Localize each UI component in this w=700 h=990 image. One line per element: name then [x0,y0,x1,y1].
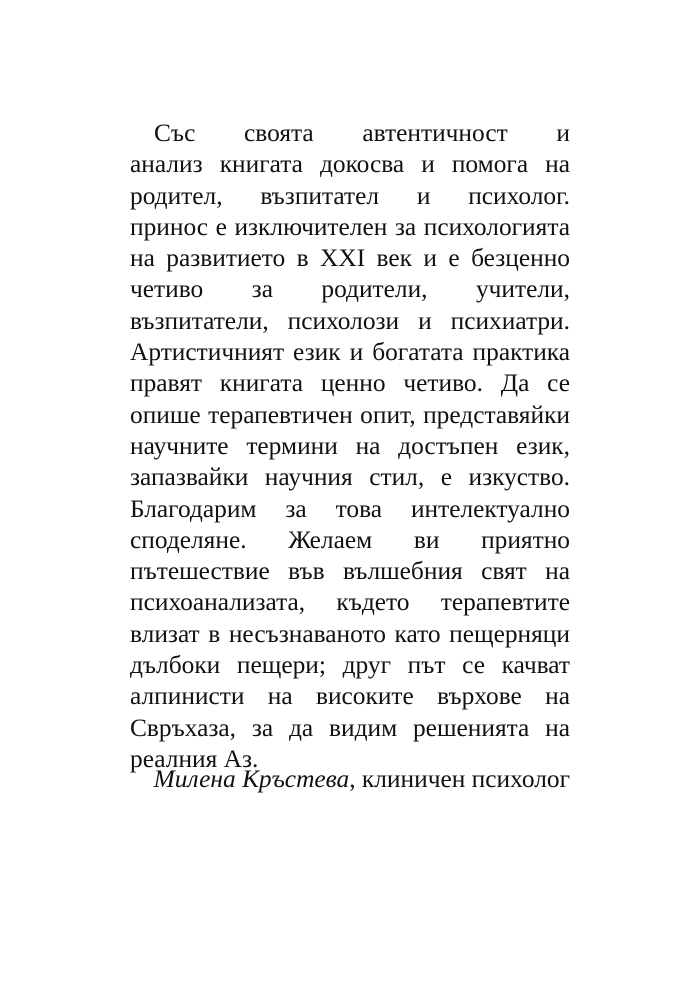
paragraph-line: принос е изключителен за психологията [130,212,570,241]
signature-name: Милена Кръстева [153,765,350,793]
paragraph-line: Благодарим за това интелектуално [130,494,570,523]
paragraph-line: влизат в несъзнаваното като пещерняци [130,619,570,648]
paragraph-line: пътешествие във вълшебния свят на [130,557,570,586]
paragraph-line: споделяне. Желаем ви приятно [130,525,570,554]
paragraph-line: психоанализата, където терапевтите [130,588,570,617]
paragraph-line: на развитието в XXI век и е безценно [130,244,570,273]
paragraph-line: правят книгата ценно четиво. Да се [130,369,570,398]
paragraph-line: запазвайки научния стил, е изкуство. [130,463,570,492]
paragraph-line: дълбоки пещери; друг път се качват [130,651,570,680]
paragraph-line: анализ книгата докосва и помога на [130,150,570,179]
paragraph-line: опише терапевтичен опит, представяйки [130,400,570,429]
main-paragraph [130,118,570,775]
paragraph-line: Артистичният език и богатата практика [130,338,570,367]
paragraph-line: родител, възпитател и психолог. [130,181,570,210]
signature [130,764,570,795]
paragraph-line: възпитатели, психолози и психиатри. [130,306,570,335]
paragraph-line: Със своята автентичност и [154,119,570,147]
paragraph-line: четиво за родители, учители, [130,275,570,304]
paragraph-line: реалния Аз. [130,744,259,773]
paragraph-line: алпинисти на високите върхове на [130,682,570,711]
paragraph-line: научните термини на достъпен език, [130,431,570,460]
signature-title: , клиничен психолог [349,765,570,793]
paragraph-line: Свръхаза, за да видим решенията на [130,713,570,742]
